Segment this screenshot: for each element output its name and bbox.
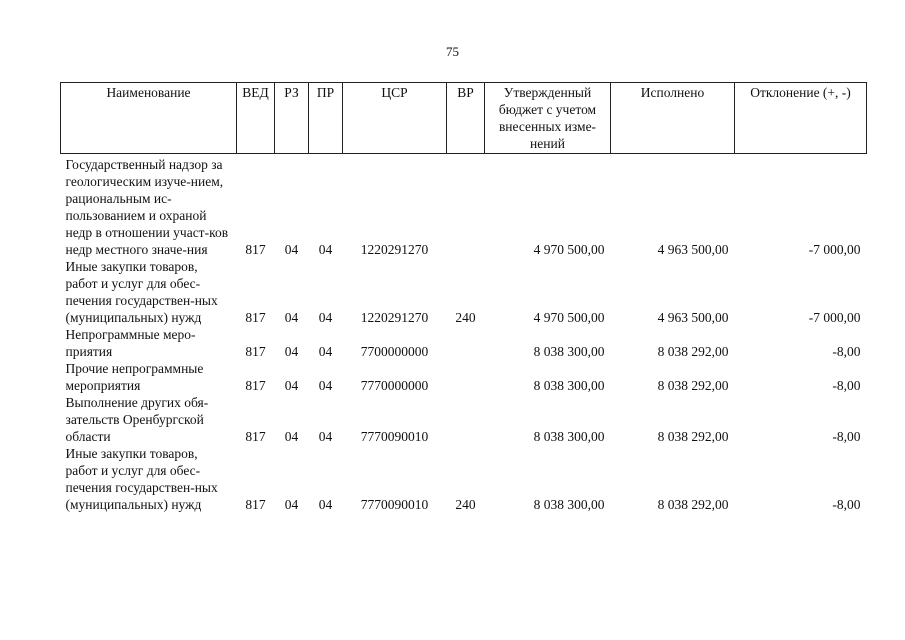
row-vr (447, 394, 485, 445)
row-deviation: -7 000,00 (808, 242, 861, 257)
header-vr: ВР (447, 83, 485, 154)
row-rz: 04 (284, 242, 299, 257)
row-executed: 8 038 292,00 (657, 429, 729, 444)
header-name: Наименование (61, 83, 237, 154)
table-row (61, 156, 867, 258)
header-approved-budget: Утвержденный бюджет с учетом внесенных изме-нений (485, 83, 611, 154)
row-pr: 04 (318, 310, 333, 325)
row-approved: 4 970 500,00 (533, 310, 605, 325)
row-deviation: -8,00 (832, 429, 861, 444)
row-vr: 240 (455, 497, 476, 512)
row-ved: 817 (245, 497, 266, 512)
header-csr: ЦСР (343, 83, 447, 154)
row-executed: 8 038 292,00 (657, 378, 729, 393)
budget-execution-table (60, 82, 867, 513)
row-vr: 240 (455, 310, 476, 325)
row-vr (447, 360, 485, 394)
row-csr: 7770000000 (360, 378, 429, 393)
table-row (61, 394, 867, 445)
row-approved: 8 038 300,00 (533, 497, 605, 512)
row-pr: 04 (318, 497, 333, 512)
row-rz: 04 (284, 497, 299, 512)
row-name: Прочие непрограммные мероприятия (65, 361, 204, 393)
row-deviation: -8,00 (832, 344, 861, 359)
table-row (61, 445, 867, 513)
row-approved: 8 038 300,00 (533, 344, 605, 359)
header-rz: РЗ (275, 83, 309, 154)
row-approved: 8 038 300,00 (533, 378, 605, 393)
row-name: Государственный надзор за геологическим изуче-нием, рациональным ис-пользованием и охраной недр в отношении участ-ков недр местного значе-ния (65, 157, 229, 257)
row-rz: 04 (284, 310, 299, 325)
row-executed: 4 963 500,00 (657, 310, 729, 325)
row-executed: 8 038 292,00 (657, 344, 729, 359)
row-name: Выполнение других обя-зательств Оренбургской области (65, 395, 209, 444)
table-header-row (61, 83, 867, 154)
header-pr: ПР (309, 83, 343, 154)
row-name: Иные закупки товаров, работ и услуг для обес-печения государствен-ных (муниципальных) нужд (65, 259, 218, 325)
row-csr: 7700000000 (360, 344, 429, 359)
table-row (61, 360, 867, 394)
row-vr (447, 156, 485, 258)
row-approved: 8 038 300,00 (533, 429, 605, 444)
row-name: Непрограммные меро-приятия (65, 327, 196, 359)
row-rz: 04 (284, 344, 299, 359)
row-deviation: -8,00 (832, 497, 861, 512)
header-deviation: Отклонение (+, -) (735, 83, 867, 154)
row-deviation: -8,00 (832, 378, 861, 393)
table-row (61, 258, 867, 326)
header-executed: Исполнено (611, 83, 735, 154)
page-number: 75 (446, 44, 459, 59)
row-ved: 817 (245, 310, 266, 325)
row-vr (447, 326, 485, 360)
row-ved: 817 (245, 242, 266, 257)
row-executed: 8 038 292,00 (657, 497, 729, 512)
row-pr: 04 (318, 429, 333, 444)
row-name: Иные закупки товаров, работ и услуг для обес-печения государствен-ных (муниципальных) нужд (65, 446, 218, 512)
row-rz: 04 (284, 429, 299, 444)
row-executed: 4 963 500,00 (657, 242, 729, 257)
row-csr: 7770090010 (360, 497, 429, 512)
row-csr: 1220291270 (360, 242, 429, 257)
row-approved: 4 970 500,00 (533, 242, 605, 257)
row-csr: 7770090010 (360, 429, 429, 444)
header-ved: ВЕД (237, 83, 275, 154)
row-csr: 1220291270 (360, 310, 429, 325)
row-pr: 04 (318, 344, 333, 359)
row-deviation: -7 000,00 (808, 310, 861, 325)
row-rz: 04 (284, 378, 299, 393)
row-pr: 04 (318, 378, 333, 393)
row-ved: 817 (245, 378, 266, 393)
table-row (61, 326, 867, 360)
row-ved: 817 (245, 344, 266, 359)
row-pr: 04 (318, 242, 333, 257)
row-ved: 817 (245, 429, 266, 444)
